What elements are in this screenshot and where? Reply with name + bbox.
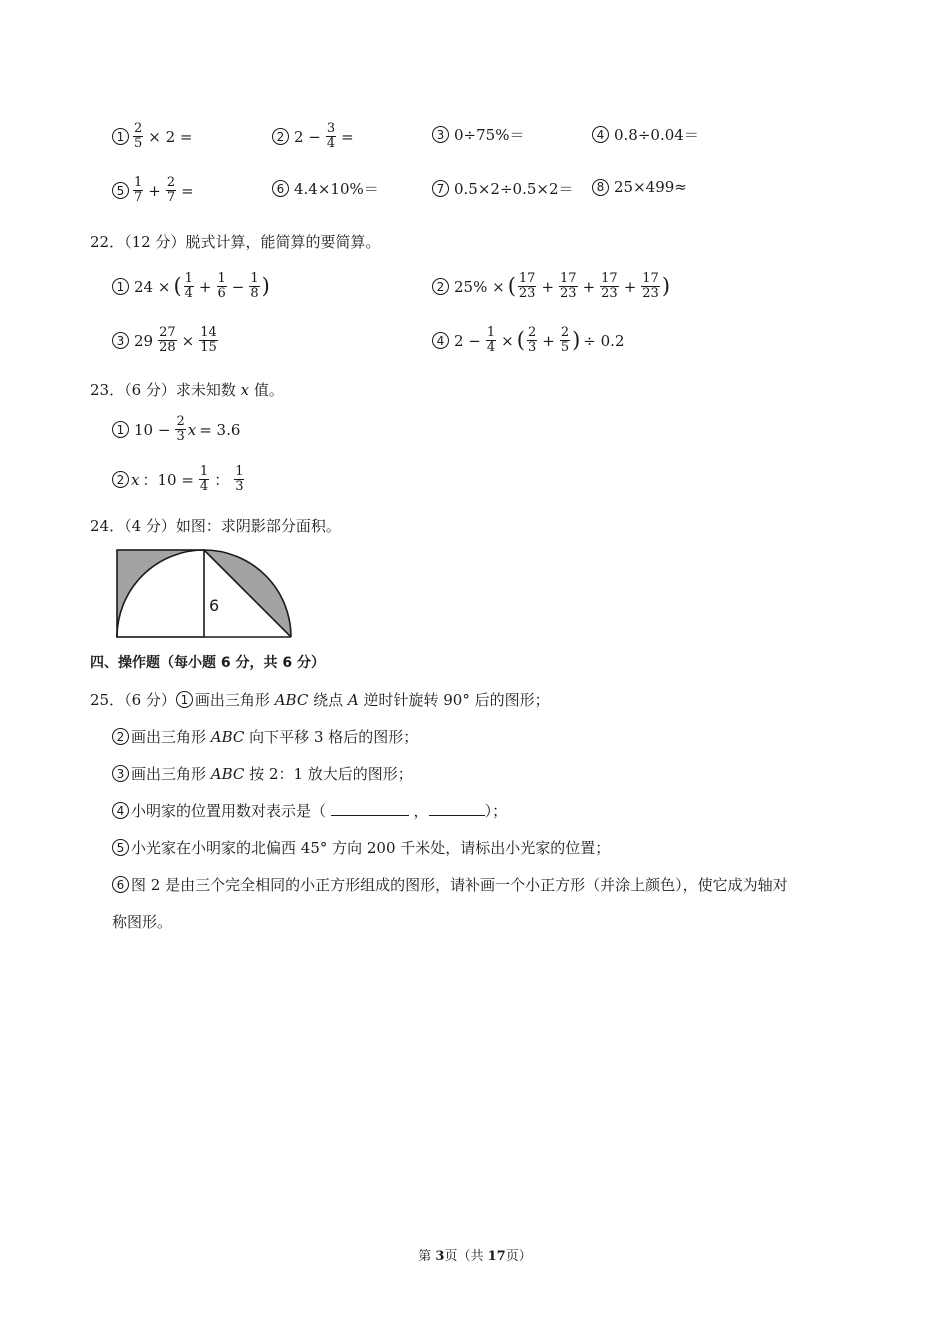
circled-number: 4 — [592, 126, 609, 143]
expr-text: + — [582, 277, 596, 296]
fraction — [217, 272, 227, 301]
calc-4 — [592, 124, 702, 145]
text-segment: 画出三角形 — [131, 765, 211, 783]
fraction — [158, 326, 177, 355]
circled-number: 2 — [272, 128, 289, 145]
denominator: 7 — [134, 190, 143, 205]
q25-line-3 — [112, 763, 413, 784]
denominator: 4 — [184, 286, 193, 301]
numerator: 17 — [601, 271, 618, 286]
expr-text: 29 — [134, 331, 154, 350]
q25-line-2 — [112, 726, 418, 747]
shaded-area-figure — [110, 543, 300, 643]
denominator: 3 — [527, 340, 537, 355]
expr-text: + — [623, 277, 637, 296]
numerator: 2 — [527, 325, 537, 340]
numerator: 17 — [560, 271, 577, 286]
expr-text: ÷ 0.2 — [583, 331, 625, 350]
denominator: 3 — [176, 429, 185, 444]
numerator: 1 — [486, 325, 496, 340]
circled-number: 7 — [432, 180, 449, 197]
q23-item-1 — [112, 415, 243, 444]
q22-item-1 — [112, 272, 270, 301]
fraction — [641, 272, 660, 301]
expr-text: + — [198, 277, 212, 296]
answer-blank[interactable] — [429, 801, 485, 816]
q25-line-4 — [112, 800, 507, 821]
circled-number: 3 — [432, 126, 449, 143]
expr-text: = — [341, 127, 354, 146]
numerator: 2 — [166, 175, 176, 190]
text-segment: 画出三角形 — [194, 691, 275, 709]
denominator: 28 — [159, 340, 176, 355]
denominator: 8 — [250, 286, 259, 301]
calc-1 — [112, 122, 196, 151]
italic-label: ABC — [210, 728, 245, 746]
expr-text: 24 × — [134, 277, 171, 296]
numerator: 1 — [235, 464, 244, 479]
text-segment: ， — [408, 802, 429, 820]
circled-number: 2 — [112, 471, 129, 488]
expr-text: − — [231, 277, 245, 296]
italic-label: A — [347, 691, 359, 709]
fraction — [560, 326, 570, 355]
numerator: 2 — [134, 121, 143, 136]
denominator: 4 — [326, 136, 336, 151]
q22-header: 22．（12 分）脱式计算，能简算的要简算。 — [90, 233, 381, 251]
fraction — [600, 272, 619, 301]
parenthesis: ) — [572, 328, 581, 352]
fraction — [133, 176, 143, 205]
parenthesis: ( — [173, 274, 182, 298]
circled-number: 8 — [592, 179, 609, 196]
calc-2 — [272, 122, 357, 151]
parenthesis: ( — [516, 328, 525, 352]
parenthesis: ) — [261, 274, 270, 298]
left-shaded-region — [117, 550, 204, 637]
denominator: 23 — [642, 286, 659, 301]
circled-number: 4 — [432, 332, 449, 349]
numerator: 1 — [134, 175, 143, 190]
fraction — [199, 465, 209, 494]
calc-8 — [592, 178, 690, 196]
numerator: 1 — [199, 464, 209, 479]
circled-number: 2 — [432, 278, 449, 295]
circled-number: 1 — [112, 128, 129, 145]
denominator: 7 — [166, 190, 176, 205]
numerator: 17 — [518, 271, 536, 286]
text-segment: 逆时针旋转 90° 后的图形； — [358, 691, 550, 709]
circled-number: 2 — [112, 728, 129, 745]
q22-item-2 — [432, 272, 670, 301]
text-segment: ）； — [484, 802, 508, 820]
q25-line-1: 25．（6 分） 1 画出三角形 ABC 绕点 A 逆时针旋转 90° 后的图形； — [90, 691, 550, 709]
circled-number: 1 — [176, 691, 193, 708]
denominator: 15 — [200, 340, 217, 355]
expr-text: ：10 = — [142, 471, 194, 489]
calc-5 — [112, 176, 197, 205]
calc-7 — [432, 178, 577, 199]
fraction — [199, 326, 218, 355]
denominator: 5 — [560, 340, 570, 355]
side-length-label: 6 — [209, 596, 220, 615]
circled-number: 5 — [112, 182, 129, 199]
denominator: 5 — [134, 136, 143, 151]
expr-text: 2 − — [294, 127, 321, 146]
fraction — [559, 272, 578, 301]
page-footer: 第 3页（共 17页） — [418, 1249, 532, 1264]
text-segment: 按 2：1 放大后的图形； — [244, 765, 413, 783]
denominator: 4 — [486, 340, 496, 355]
fraction — [518, 272, 537, 301]
q22-item-3 — [112, 326, 220, 355]
fraction — [326, 122, 336, 151]
text-segment: 小光家在小明家的北偏西 45° 方向 200 千米处，请标出小光家的位置； — [131, 839, 611, 857]
circled-number: 1 — [112, 278, 129, 295]
circled-number: 4 — [112, 802, 129, 819]
expr-text: + — [148, 181, 161, 200]
numerator: 3 — [326, 121, 336, 136]
italic-label: ABC — [274, 691, 309, 709]
expr-text: 0.8÷0.04＝ — [614, 126, 699, 144]
denominator: 23 — [560, 286, 577, 301]
numerator: 1 — [184, 271, 193, 286]
q23-header: 23．（6 分）求未知数 x 值。 — [90, 381, 284, 399]
expr-text: 0.5×2÷0.5×2＝ — [454, 180, 574, 198]
expr-text: 2 − — [454, 331, 481, 350]
denominator: 3 — [235, 479, 244, 494]
expr-text: = 3.6 — [199, 420, 241, 439]
numerator: 17 — [642, 271, 659, 286]
circled-number: 6 — [112, 876, 129, 893]
denominator: 6 — [217, 286, 226, 301]
q25-last-line: 称图形。 — [112, 913, 173, 931]
text-segment: 向下平移 3 格后的图形； — [244, 728, 419, 746]
fraction — [184, 272, 194, 301]
fraction — [527, 326, 537, 355]
parenthesis: ) — [661, 274, 671, 298]
expr-text: 25×499≈ — [614, 178, 687, 196]
q24-header: 24．（4 分）如图：求阴影部分面积。 — [90, 517, 341, 535]
fraction — [133, 122, 143, 151]
italic-label: ABC — [210, 765, 245, 783]
denominator: 23 — [518, 286, 536, 301]
denominator: 23 — [601, 286, 618, 301]
expr-text: 0÷75%＝ — [454, 126, 525, 144]
numerator: 2 — [560, 325, 570, 340]
text-segment: 图 2 是由三个完全相同的小正方形组成的图形，请补画一个小正方形（并涂上颜色），使它成为轴对 — [131, 876, 788, 894]
expr-text: = — [181, 181, 194, 200]
numerator: 1 — [250, 271, 259, 286]
fraction — [234, 465, 244, 494]
numerator: 27 — [159, 325, 176, 340]
calc-3 — [432, 124, 527, 145]
numerator: 14 — [200, 325, 217, 340]
expr-text: 25% × — [454, 277, 505, 296]
expr-text: × — [181, 331, 195, 350]
text-segment: 小明家的位置用数对表示是（ — [131, 802, 331, 820]
numerator: 1 — [217, 271, 226, 286]
circled-number: 3 — [112, 765, 129, 782]
variable: x — [187, 420, 197, 439]
expr-text: + — [541, 277, 555, 296]
expr-text: 10 − — [134, 420, 171, 439]
variable: x — [131, 470, 140, 489]
fraction — [249, 272, 259, 301]
circled-number: 1 — [112, 421, 129, 438]
text-segment: 画出三角形 — [131, 728, 211, 746]
section-4-header: 四、操作题（每小题 6 分，共 6 分） — [90, 655, 325, 671]
circled-number: 6 — [272, 180, 289, 197]
numerator: 2 — [176, 414, 185, 429]
q22-item-4 — [432, 326, 628, 355]
q23-item-2 — [112, 465, 246, 494]
expr-text: 4.4×10%＝ — [294, 180, 379, 198]
calc-6 — [272, 178, 382, 199]
denominator: 4 — [199, 479, 209, 494]
expr-text: × — [501, 331, 514, 350]
circled-number: 3 — [112, 332, 129, 349]
expr-text: ： — [214, 471, 230, 489]
text-segment: 绕点 — [308, 691, 348, 709]
q25-line-5 — [112, 837, 610, 858]
answer-blank[interactable] — [331, 801, 409, 816]
fraction — [486, 326, 496, 355]
expr-text: + — [542, 331, 555, 350]
fraction — [166, 176, 176, 205]
expr-text: × 2 = — [148, 127, 193, 146]
q25-line-6 — [112, 874, 788, 895]
fraction — [175, 415, 185, 444]
circled-number: 5 — [112, 839, 129, 856]
parenthesis: ( — [507, 274, 516, 298]
